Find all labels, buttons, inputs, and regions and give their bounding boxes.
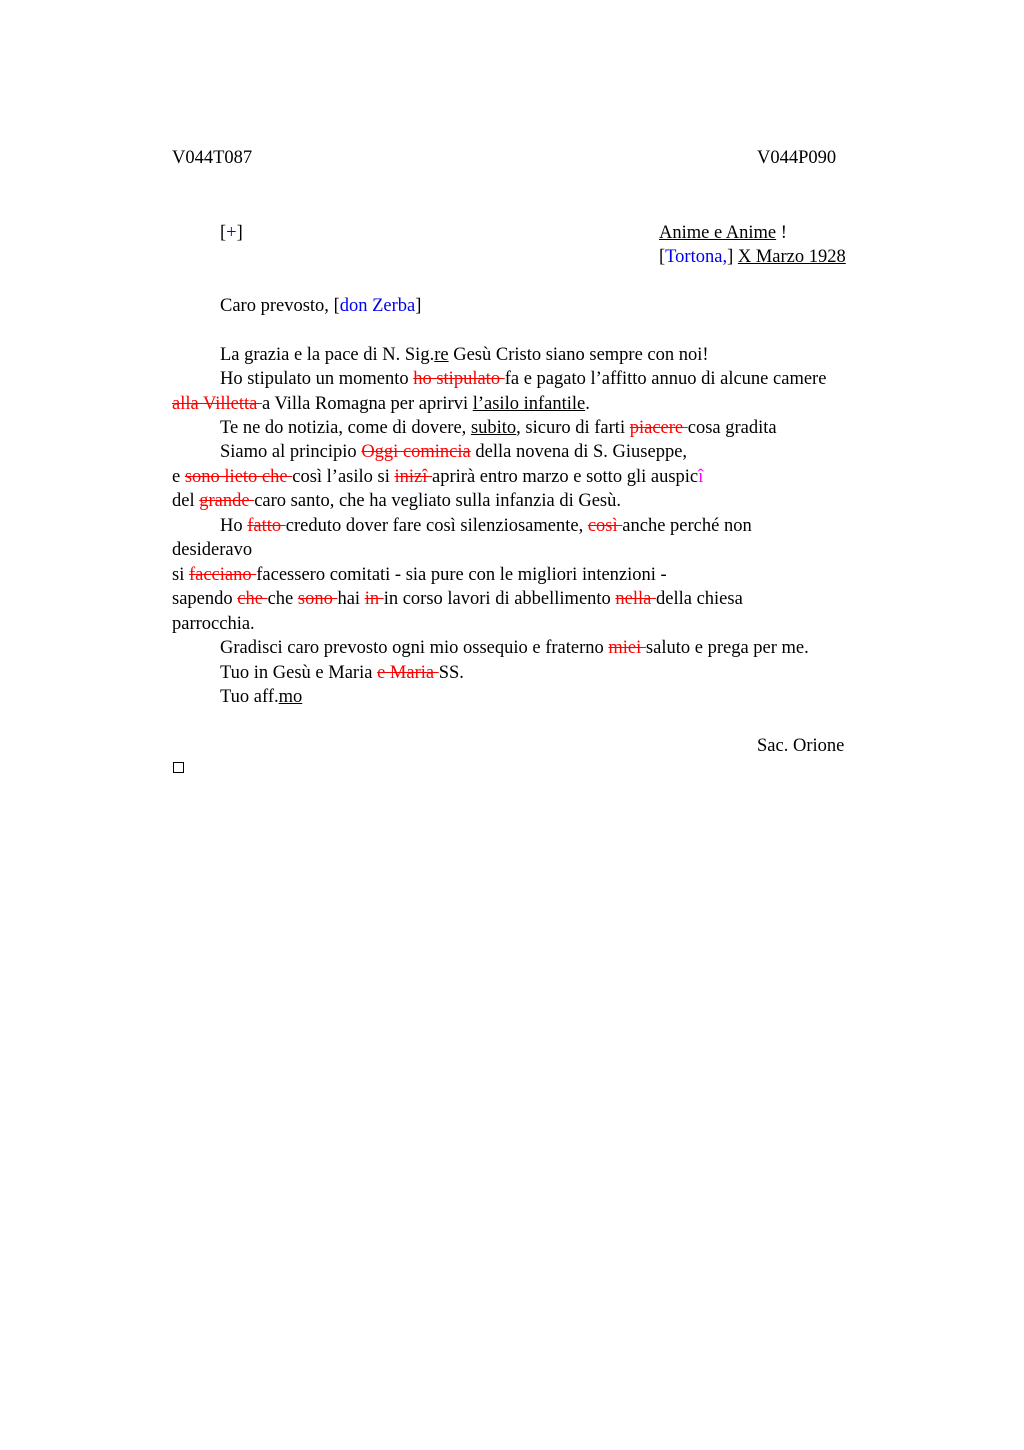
bracket: [	[659, 247, 666, 267]
deleted-text: sono	[297, 589, 338, 609]
deleted-text: piacere	[629, 418, 688, 438]
salutation	[220, 294, 421, 318]
page-code-right: V044P090	[757, 148, 837, 168]
body-line-2	[220, 367, 826, 391]
title-punct: !	[776, 223, 787, 243]
text: Tuo aff.	[220, 687, 279, 707]
deleted-text: e Maria	[377, 663, 439, 683]
text: saluto e prega per me.	[645, 638, 809, 658]
cross-icon: +	[226, 223, 237, 243]
title-text: Anime e Anime	[659, 223, 777, 243]
text: SS.	[438, 663, 464, 683]
body-line-3	[172, 392, 590, 416]
bracket: ]	[415, 296, 422, 316]
body-line-6	[172, 465, 703, 489]
body-line-8	[220, 514, 752, 538]
text: Gesù Cristo siano sempre con noi!	[448, 345, 709, 365]
cross-mark	[220, 221, 243, 245]
text: cosa gradita	[687, 418, 777, 438]
body-line-11	[172, 587, 743, 611]
signature: Sac. Orione	[757, 736, 845, 756]
deleted-text: facciano	[188, 565, 257, 585]
text: in corso lavori di abbellimento	[383, 589, 616, 609]
text: così l’asilo si	[292, 467, 395, 487]
bracket: ]	[236, 223, 243, 243]
text: che	[267, 589, 298, 609]
deleted-text: così	[587, 516, 623, 536]
text: .	[585, 394, 590, 414]
text: sapendo	[172, 589, 238, 609]
text: si	[172, 565, 189, 585]
bracket: ]	[727, 247, 734, 267]
text: della chiesa	[656, 589, 743, 609]
underlined-text: subito	[470, 418, 517, 438]
deleted-text: in	[364, 589, 384, 609]
deleted-text: inizî	[394, 467, 433, 487]
text: della novena di S. Giuseppe,	[470, 442, 688, 462]
text: La grazia e la pace di N. Sig.	[220, 345, 435, 365]
body-line-4	[220, 416, 777, 440]
body-line-10	[172, 563, 667, 587]
superscript-abbrev: mo	[278, 687, 303, 707]
body-line-1	[220, 343, 709, 367]
text: Ho	[220, 516, 248, 536]
letter-date: X Marzo 1928	[737, 247, 846, 267]
body-line-7	[172, 489, 621, 513]
text: anche perché non	[622, 516, 752, 536]
superscript-abbrev: re	[434, 345, 449, 365]
text: Te ne do notizia, come di dovere,	[220, 418, 471, 438]
deleted-text: alla Villetta	[172, 394, 262, 414]
text: e	[172, 467, 185, 487]
text: fa e pagato l’affitto annuo di alcune camere	[504, 369, 827, 389]
place-date	[659, 245, 846, 269]
body-line-14	[220, 661, 464, 685]
text: facessero comitati - sia pure con le migliori intenzioni -	[256, 565, 667, 585]
body-line-13	[220, 636, 809, 660]
deleted-text: che	[237, 589, 268, 609]
letter-title	[659, 221, 787, 245]
text: aprirà entro marzo e sotto gli auspic	[432, 467, 699, 487]
text: Tuo in Gesù e Maria	[220, 663, 378, 683]
body-line-12: parrocchia.	[172, 614, 255, 634]
text: Siamo al principio	[220, 442, 362, 462]
document-code-left: V044T087	[172, 148, 253, 168]
text: caro santo, che ha vegliato sulla infanzia di Gesù.	[254, 491, 621, 511]
text: a Villa Romagna per aprirvi	[262, 394, 473, 414]
deleted-text: ho stipulato	[413, 369, 505, 389]
text: hai	[337, 589, 365, 609]
underlined-text: l’asilo infantile	[472, 394, 586, 414]
deleted-text: Oggi comincia	[361, 442, 471, 462]
text: creduto dover fare così silenziosamente,	[285, 516, 588, 536]
end-square-icon	[173, 762, 184, 773]
salutation-text: Caro prevosto,	[220, 296, 334, 316]
place-name: Tortona,	[665, 247, 728, 267]
text: Ho stipulato un momento	[220, 369, 414, 389]
deleted-text: miei	[608, 638, 646, 658]
body-line-9: desideravo	[172, 540, 253, 560]
bracket: [	[333, 296, 340, 316]
text: Gradisci caro prevosto ogni mio ossequio e fraterno	[220, 638, 609, 658]
deleted-text: fatto	[247, 516, 286, 536]
recipient-name: don Zerba	[339, 296, 416, 316]
deleted-text: nella	[615, 589, 656, 609]
body-line-5	[220, 440, 687, 464]
deleted-text: sono lieto che	[184, 467, 293, 487]
bracket: [	[220, 223, 227, 243]
deleted-text: grande	[199, 491, 255, 511]
text: del	[172, 491, 200, 511]
highlighted-character: î	[698, 467, 704, 487]
closing-line	[220, 685, 302, 709]
text: , sicuro di farti	[516, 418, 630, 438]
